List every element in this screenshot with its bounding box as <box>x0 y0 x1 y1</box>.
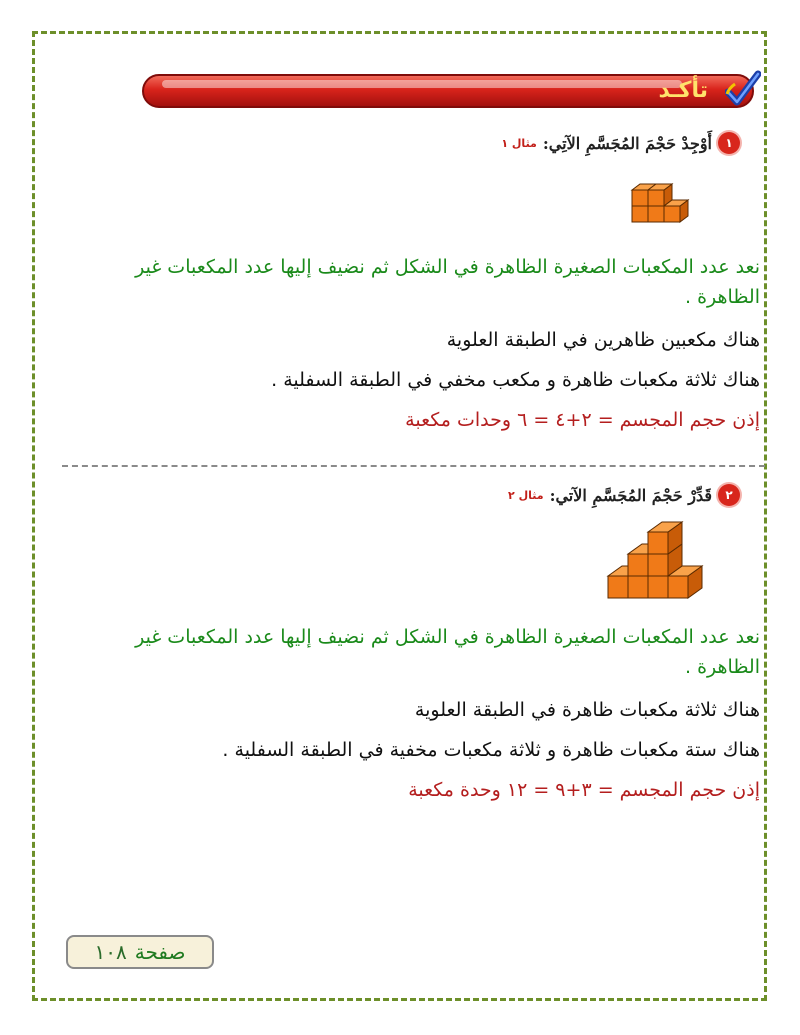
q2-line-3: هناك ستة مكعبات ظاهرة و ثلاثة مكعبات مخفية في الطبقة السفلية . <box>222 739 760 761</box>
question-prompt: أَوْجِدْ حَجْمَ المُجَسَّمِ الآتِي: <box>542 133 712 153</box>
q2-answer: إذن حجم المجسم = ٣+٩ = ١٢ وحدة مكعبة <box>408 779 760 801</box>
q2-line-1: نعد عدد المكعبات الصغيرة الظاهرة في الشكل ثم نضيف إليها عدد المكعبات غير الظاهرة . <box>135 626 760 678</box>
example-tag: مثال ٢ <box>508 488 544 502</box>
q1-line-1: نعد عدد المكعبات الصغيرة الظاهرة في الشكل ثم نضيف إليها عدد المكعبات غير الظاهرة . <box>135 256 760 308</box>
cube-figure-2 <box>606 520 712 604</box>
question-2-header <box>508 484 740 506</box>
question-1-header <box>501 132 740 154</box>
page-number: ١٠٨ <box>94 940 127 964</box>
q2-line-2: هناك ثلاثة مكعبات ظاهرة في الطبقة العلوية <box>414 699 760 721</box>
banner-title: تأكـد <box>658 78 708 103</box>
page-label: صفحة <box>134 940 186 964</box>
section-banner <box>142 74 754 108</box>
page-number-box <box>66 935 214 969</box>
cube-figure-1 <box>630 176 690 228</box>
example-tag: مثال ١ <box>501 136 537 150</box>
checkmark-icon <box>725 70 761 110</box>
q1-line-2: هناك مكعبين ظاهرين في الطبقة العلوية <box>446 329 760 351</box>
question-number-badge: ٢ <box>718 484 740 506</box>
q1-line-3: هناك ثلاثة مكعبات ظاهرة و مكعب مخفي في الطبقة السفلية . <box>271 369 760 391</box>
section-divider <box>62 465 765 467</box>
question-prompt: قَدِّرْ حَجْمَ المُجَسَّمِ الآتي: <box>549 485 712 505</box>
question-number-badge: ١ <box>718 132 740 154</box>
q1-answer: إذن حجم المجسم = ٢+٤ = ٦ وحدات مكعبة <box>405 409 760 431</box>
